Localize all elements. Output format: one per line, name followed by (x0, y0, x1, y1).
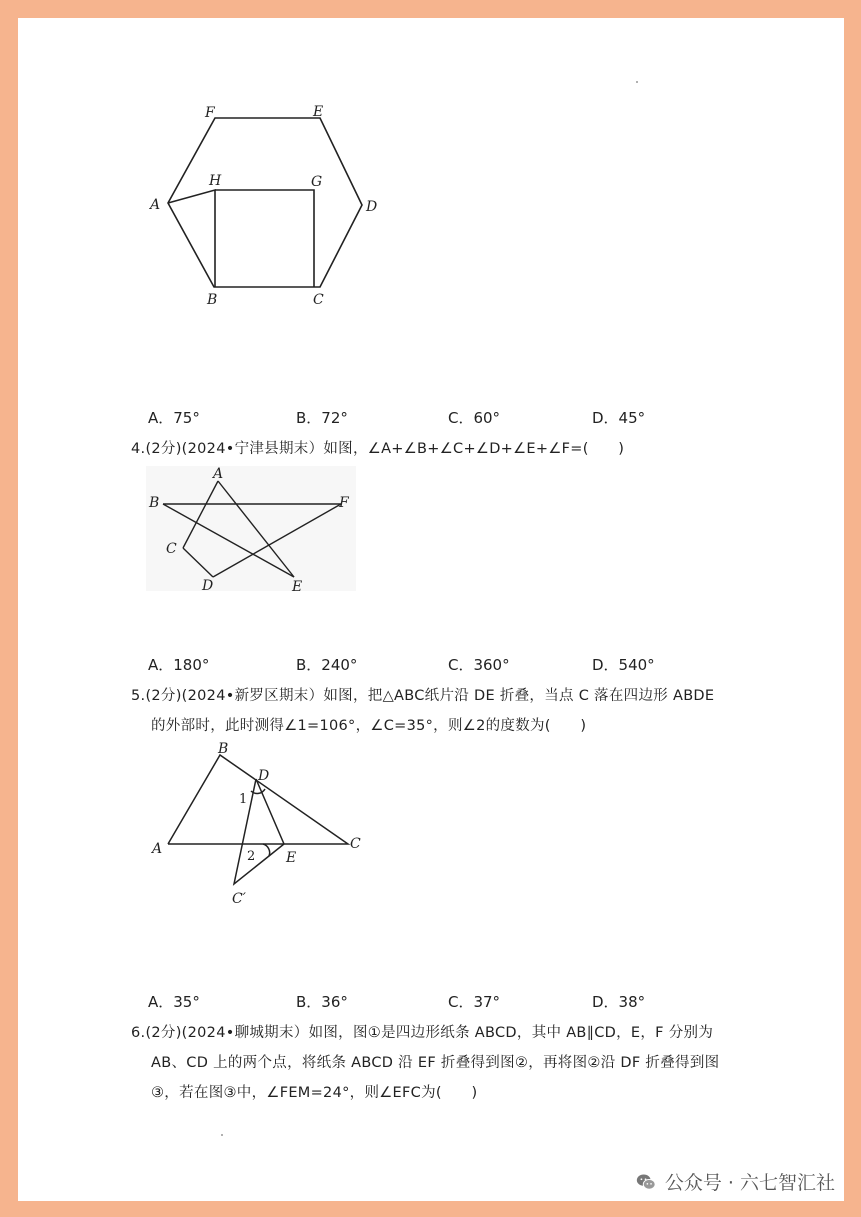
q6-question-line1 (131, 1021, 713, 1042)
q5-label-angle1: 1 (239, 792, 248, 807)
q3-option-b: B．72° (296, 409, 348, 427)
q6-text-line2: AB、CD 上的两个点，将纸条 ABCD 沿 EF 折叠得到图②，再将图②沿 DF 折叠得到图 (151, 1055, 720, 1071)
q4-star-figure (146, 466, 356, 596)
q4-label-a: A (213, 466, 224, 482)
q5-label-b: B (218, 741, 229, 757)
q5-option-c: C．37° (448, 993, 501, 1011)
q4-option-b: B．240° (296, 656, 358, 674)
q5-label-angle2: 2 (247, 849, 256, 864)
q3-label-a: A (150, 197, 161, 213)
q3-label-c: C (313, 292, 324, 308)
q5-text-line2: 的外部时，此时测得∠1=106°，∠C=35°，则∠2的度数为( ) (151, 718, 587, 734)
q3-option-a: A．75° (148, 409, 200, 427)
q4-label-b: B (149, 495, 160, 511)
scan-speck (221, 1134, 223, 1136)
q3-label-b: B (207, 292, 218, 308)
q4-label-c: C (166, 541, 177, 557)
q3-label-g: G (311, 174, 323, 190)
q3-hexagon-figure (148, 103, 398, 333)
q5-label-c: C (350, 836, 361, 852)
scan-speck (636, 81, 638, 83)
q4-option-d: D．540° (592, 656, 655, 674)
q4-number: 4. (131, 441, 146, 457)
q4-option-c: C．360° (448, 656, 510, 674)
q3-label-f: F (205, 105, 215, 121)
q5-option-a: A．35° (148, 993, 200, 1011)
watermark (635, 1168, 835, 1195)
q6-text-line1: (2分)(2024•聊城期末）如图，图①是四边形纸条 ABCD，其中 AB∥CD，E，F 分别为 (145, 1025, 714, 1041)
wechat-icon (635, 1171, 657, 1193)
q4-option-a: A．180° (148, 656, 210, 674)
q4-text: (2分)(2024•宁津县期末）如图，∠A+∠B+∠C+∠D+∠E+∠F=( ) (145, 441, 625, 457)
q5-label-d: D (258, 768, 270, 784)
q3-label-d: D (366, 199, 378, 215)
q4-question (131, 437, 624, 458)
q3-option-c: C．60° (448, 409, 501, 427)
q4-label-f: F (339, 495, 349, 511)
q5-option-b: B．36° (296, 993, 348, 1011)
q4-label-e: E (292, 579, 303, 595)
q5-label-a: A (152, 841, 163, 857)
q5-text-line1: (2分)(2024•新罗区期末）如图，把△ABC纸片沿 DE 折叠，当点 C 落在四边形 ABDE (145, 688, 715, 704)
q6-number: 6. (131, 1025, 146, 1041)
q5-label-e: E (286, 850, 297, 866)
q3-option-d: D．45° (592, 409, 646, 427)
q5-label-c-prime: C′ (232, 891, 246, 907)
q5-question-line1 (131, 684, 714, 705)
watermark-text: 公众号 · 六七智汇社 (664, 1172, 835, 1194)
q3-label-h: H (209, 173, 222, 189)
q5-number: 5. (131, 688, 146, 704)
q4-label-d: D (202, 578, 214, 594)
q3-label-e: E (313, 104, 324, 120)
document-page (18, 18, 844, 1201)
q5-option-d: D．38° (592, 993, 646, 1011)
q6-text-line3: ③，若在图③中，∠FEM=24°，则∠EFC为( ) (151, 1085, 478, 1101)
q5-fold-figure (148, 743, 378, 913)
